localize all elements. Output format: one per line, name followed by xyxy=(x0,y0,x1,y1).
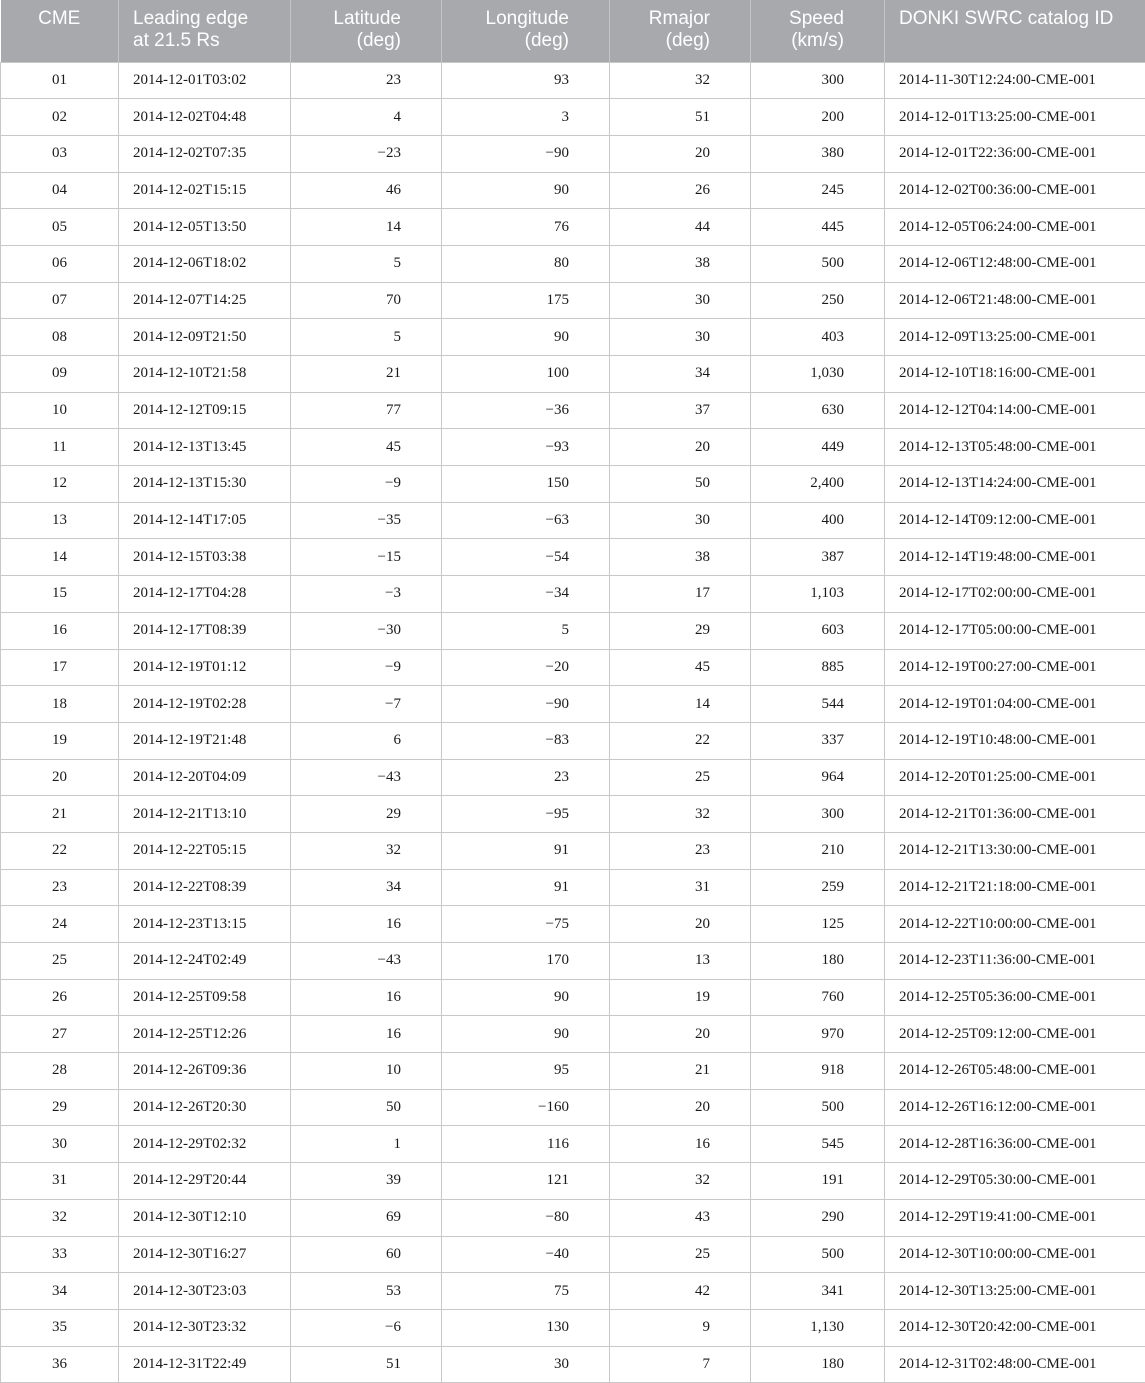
catalog-id-cell: 2014-12-09T13:25:00-CME-001 xyxy=(885,319,1145,356)
catalog-id-cell: 2014-12-13T05:48:00-CME-001 xyxy=(885,429,1145,466)
header-rmajor: Rmajor (deg) xyxy=(610,0,751,62)
table-body xyxy=(1,62,1145,1383)
cme-number-cell: 20 xyxy=(1,759,119,796)
catalog-id-cell: 2014-12-20T01:25:00-CME-001 xyxy=(885,759,1145,796)
speed-cell: 500 xyxy=(751,245,885,282)
leading-edge-cell: 2014-12-20T04:09 xyxy=(119,759,291,796)
cme-number-cell: 05 xyxy=(1,209,119,246)
cme-number-cell: 27 xyxy=(1,1016,119,1053)
longitude-cell: −34 xyxy=(442,576,610,613)
longitude-cell: −20 xyxy=(442,649,610,686)
catalog-id-cell: 2014-12-14T09:12:00-CME-001 xyxy=(885,502,1145,539)
table-row xyxy=(1,466,1145,503)
catalog-id-cell: 2014-12-29T19:41:00-CME-001 xyxy=(885,1199,1145,1236)
longitude-cell: 91 xyxy=(442,832,610,869)
rmajor-cell: 45 xyxy=(610,649,751,686)
speed-cell: 191 xyxy=(751,1163,885,1200)
rmajor-cell: 23 xyxy=(610,832,751,869)
speed-cell: 964 xyxy=(751,759,885,796)
cme-number-cell: 36 xyxy=(1,1346,119,1383)
catalog-id-cell: 2014-12-30T13:25:00-CME-001 xyxy=(885,1273,1145,1310)
cme-number-cell: 23 xyxy=(1,869,119,906)
table-row xyxy=(1,832,1145,869)
table-row xyxy=(1,1273,1145,1310)
leading-edge-cell: 2014-12-15T03:38 xyxy=(119,539,291,576)
latitude-cell: 5 xyxy=(291,245,442,282)
speed-cell: 1,030 xyxy=(751,356,885,393)
leading-edge-cell: 2014-12-13T13:45 xyxy=(119,429,291,466)
rmajor-cell: 50 xyxy=(610,466,751,503)
latitude-cell: −3 xyxy=(291,576,442,613)
cme-number-cell: 21 xyxy=(1,796,119,833)
table-row xyxy=(1,209,1145,246)
rmajor-cell: 32 xyxy=(610,62,751,99)
leading-edge-cell: 2014-12-30T23:32 xyxy=(119,1309,291,1346)
cme-number-cell: 29 xyxy=(1,1089,119,1126)
table-row xyxy=(1,1309,1145,1346)
table-row xyxy=(1,172,1145,209)
leading-edge-cell: 2014-12-17T04:28 xyxy=(119,576,291,613)
rmajor-cell: 7 xyxy=(610,1346,751,1383)
rmajor-cell: 25 xyxy=(610,759,751,796)
leading-edge-cell: 2014-12-30T23:03 xyxy=(119,1273,291,1310)
longitude-cell: 5 xyxy=(442,612,610,649)
catalog-id-cell: 2014-12-10T18:16:00-CME-001 xyxy=(885,356,1145,393)
leading-edge-cell: 2014-12-19T01:12 xyxy=(119,649,291,686)
catalog-id-cell: 2014-12-23T11:36:00-CME-001 xyxy=(885,943,1145,980)
speed-cell: 885 xyxy=(751,649,885,686)
longitude-cell: −75 xyxy=(442,906,610,943)
speed-cell: 300 xyxy=(751,796,885,833)
cme-number-cell: 08 xyxy=(1,319,119,356)
longitude-cell: −40 xyxy=(442,1236,610,1273)
leading-edge-cell: 2014-12-19T21:48 xyxy=(119,722,291,759)
speed-cell: 544 xyxy=(751,686,885,723)
latitude-cell: 77 xyxy=(291,392,442,429)
speed-cell: 500 xyxy=(751,1089,885,1126)
table-row xyxy=(1,1163,1145,1200)
longitude-cell: 116 xyxy=(442,1126,610,1163)
rmajor-cell: 38 xyxy=(610,245,751,282)
catalog-id-cell: 2014-12-25T05:36:00-CME-001 xyxy=(885,979,1145,1016)
speed-cell: 449 xyxy=(751,429,885,466)
leading-edge-cell: 2014-12-02T07:35 xyxy=(119,135,291,172)
table-header xyxy=(1,0,1145,62)
cme-number-cell: 16 xyxy=(1,612,119,649)
latitude-cell: 32 xyxy=(291,832,442,869)
table-row xyxy=(1,1089,1145,1126)
rmajor-cell: 29 xyxy=(610,612,751,649)
table-row xyxy=(1,319,1145,356)
table-row xyxy=(1,1053,1145,1090)
leading-edge-cell: 2014-12-09T21:50 xyxy=(119,319,291,356)
table-row xyxy=(1,576,1145,613)
table-row xyxy=(1,392,1145,429)
latitude-cell: 34 xyxy=(291,869,442,906)
speed-cell: 545 xyxy=(751,1126,885,1163)
longitude-cell: 23 xyxy=(442,759,610,796)
latitude-cell: 5 xyxy=(291,319,442,356)
catalog-id-cell: 2014-12-29T05:30:00-CME-001 xyxy=(885,1163,1145,1200)
longitude-cell: −160 xyxy=(442,1089,610,1126)
latitude-cell: −30 xyxy=(291,612,442,649)
header-speed: Speed (km/s) xyxy=(751,0,885,62)
rmajor-cell: 9 xyxy=(610,1309,751,1346)
header-latitude: Latitude (deg) xyxy=(291,0,442,62)
rmajor-cell: 25 xyxy=(610,1236,751,1273)
leading-edge-cell: 2014-12-23T13:15 xyxy=(119,906,291,943)
speed-cell: 500 xyxy=(751,1236,885,1273)
speed-cell: 760 xyxy=(751,979,885,1016)
table-row xyxy=(1,906,1145,943)
rmajor-cell: 20 xyxy=(610,1016,751,1053)
cme-number-cell: 26 xyxy=(1,979,119,1016)
catalog-id-cell: 2014-12-30T10:00:00-CME-001 xyxy=(885,1236,1145,1273)
speed-cell: 400 xyxy=(751,502,885,539)
rmajor-cell: 32 xyxy=(610,796,751,833)
rmajor-cell: 16 xyxy=(610,1126,751,1163)
cme-number-cell: 01 xyxy=(1,62,119,99)
table-row xyxy=(1,1346,1145,1383)
rmajor-cell: 21 xyxy=(610,1053,751,1090)
longitude-cell: −80 xyxy=(442,1199,610,1236)
rmajor-cell: 42 xyxy=(610,1273,751,1310)
cme-number-cell: 15 xyxy=(1,576,119,613)
longitude-cell: 3 xyxy=(442,99,610,136)
latitude-cell: 60 xyxy=(291,1236,442,1273)
table-row xyxy=(1,282,1145,319)
longitude-cell: 80 xyxy=(442,245,610,282)
rmajor-cell: 13 xyxy=(610,943,751,980)
cme-number-cell: 09 xyxy=(1,356,119,393)
leading-edge-cell: 2014-12-07T14:25 xyxy=(119,282,291,319)
latitude-cell: 29 xyxy=(291,796,442,833)
table-row xyxy=(1,1236,1145,1273)
catalog-id-cell: 2014-12-06T21:48:00-CME-001 xyxy=(885,282,1145,319)
rmajor-cell: 19 xyxy=(610,979,751,1016)
table-row xyxy=(1,1199,1145,1236)
table-row xyxy=(1,356,1145,393)
latitude-cell: 39 xyxy=(291,1163,442,1200)
speed-cell: 603 xyxy=(751,612,885,649)
catalog-id-cell: 2014-12-05T06:24:00-CME-001 xyxy=(885,209,1145,246)
rmajor-cell: 20 xyxy=(610,1089,751,1126)
table-row xyxy=(1,979,1145,1016)
longitude-cell: 100 xyxy=(442,356,610,393)
longitude-cell: 90 xyxy=(442,172,610,209)
cme-number-cell: 25 xyxy=(1,943,119,980)
longitude-cell: 95 xyxy=(442,1053,610,1090)
speed-cell: 245 xyxy=(751,172,885,209)
latitude-cell: 1 xyxy=(291,1126,442,1163)
table-row xyxy=(1,649,1145,686)
leading-edge-cell: 2014-12-02T15:15 xyxy=(119,172,291,209)
speed-cell: 341 xyxy=(751,1273,885,1310)
catalog-id-cell: 2014-12-01T22:36:00-CME-001 xyxy=(885,135,1145,172)
catalog-id-cell: 2014-12-31T02:48:00-CME-001 xyxy=(885,1346,1145,1383)
catalog-id-cell: 2014-12-26T05:48:00-CME-001 xyxy=(885,1053,1145,1090)
speed-cell: 970 xyxy=(751,1016,885,1053)
longitude-cell: 93 xyxy=(442,62,610,99)
leading-edge-cell: 2014-12-24T02:49 xyxy=(119,943,291,980)
leading-edge-cell: 2014-12-22T05:15 xyxy=(119,832,291,869)
catalog-id-cell: 2014-12-19T00:27:00-CME-001 xyxy=(885,649,1145,686)
catalog-id-cell: 2014-12-17T02:00:00-CME-001 xyxy=(885,576,1145,613)
cme-number-cell: 34 xyxy=(1,1273,119,1310)
catalog-id-cell: 2014-12-21T13:30:00-CME-001 xyxy=(885,832,1145,869)
latitude-cell: 4 xyxy=(291,99,442,136)
table-row xyxy=(1,796,1145,833)
rmajor-cell: 17 xyxy=(610,576,751,613)
rmajor-cell: 30 xyxy=(610,282,751,319)
catalog-id-cell: 2014-12-21T21:18:00-CME-001 xyxy=(885,869,1145,906)
longitude-cell: 91 xyxy=(442,869,610,906)
latitude-cell: 45 xyxy=(291,429,442,466)
cme-number-cell: 30 xyxy=(1,1126,119,1163)
rmajor-cell: 51 xyxy=(610,99,751,136)
catalog-id-cell: 2014-12-21T01:36:00-CME-001 xyxy=(885,796,1145,833)
rmajor-cell: 43 xyxy=(610,1199,751,1236)
table-row xyxy=(1,1126,1145,1163)
longitude-cell: 90 xyxy=(442,1016,610,1053)
leading-edge-cell: 2014-12-13T15:30 xyxy=(119,466,291,503)
rmajor-cell: 34 xyxy=(610,356,751,393)
longitude-cell: −36 xyxy=(442,392,610,429)
table-row xyxy=(1,1016,1145,1053)
longitude-cell: 130 xyxy=(442,1309,610,1346)
speed-cell: 1,130 xyxy=(751,1309,885,1346)
leading-edge-cell: 2014-12-02T04:48 xyxy=(119,99,291,136)
catalog-id-cell: 2014-12-02T00:36:00-CME-001 xyxy=(885,172,1145,209)
rmajor-cell: 20 xyxy=(610,135,751,172)
rmajor-cell: 30 xyxy=(610,319,751,356)
table-row xyxy=(1,612,1145,649)
table-row xyxy=(1,686,1145,723)
longitude-cell: 76 xyxy=(442,209,610,246)
catalog-id-cell: 2014-12-06T12:48:00-CME-001 xyxy=(885,245,1145,282)
latitude-cell: 70 xyxy=(291,282,442,319)
rmajor-cell: 32 xyxy=(610,1163,751,1200)
speed-cell: 630 xyxy=(751,392,885,429)
latitude-cell: 50 xyxy=(291,1089,442,1126)
table-row xyxy=(1,722,1145,759)
catalog-id-cell: 2014-12-13T14:24:00-CME-001 xyxy=(885,466,1145,503)
latitude-cell: 23 xyxy=(291,62,442,99)
longitude-cell: −54 xyxy=(442,539,610,576)
table-row xyxy=(1,99,1145,136)
speed-cell: 918 xyxy=(751,1053,885,1090)
speed-cell: 200 xyxy=(751,99,885,136)
rmajor-cell: 20 xyxy=(610,429,751,466)
catalog-id-cell: 2014-12-01T13:25:00-CME-001 xyxy=(885,99,1145,136)
leading-edge-cell: 2014-12-12T09:15 xyxy=(119,392,291,429)
latitude-cell: 16 xyxy=(291,979,442,1016)
catalog-id-cell: 2014-12-19T01:04:00-CME-001 xyxy=(885,686,1145,723)
leading-edge-cell: 2014-12-06T18:02 xyxy=(119,245,291,282)
cme-number-cell: 07 xyxy=(1,282,119,319)
rmajor-cell: 30 xyxy=(610,502,751,539)
latitude-cell: 16 xyxy=(291,906,442,943)
table-row xyxy=(1,869,1145,906)
speed-cell: 180 xyxy=(751,1346,885,1383)
header-row xyxy=(1,0,1145,62)
cme-number-cell: 13 xyxy=(1,502,119,539)
speed-cell: 125 xyxy=(751,906,885,943)
latitude-cell: 6 xyxy=(291,722,442,759)
leading-edge-cell: 2014-12-14T17:05 xyxy=(119,502,291,539)
longitude-cell: 90 xyxy=(442,319,610,356)
rmajor-cell: 37 xyxy=(610,392,751,429)
latitude-cell: 51 xyxy=(291,1346,442,1383)
cme-number-cell: 32 xyxy=(1,1199,119,1236)
cme-number-cell: 35 xyxy=(1,1309,119,1346)
cme-number-cell: 22 xyxy=(1,832,119,869)
cme-number-cell: 24 xyxy=(1,906,119,943)
latitude-cell: −23 xyxy=(291,135,442,172)
longitude-cell: 75 xyxy=(442,1273,610,1310)
longitude-cell: −90 xyxy=(442,135,610,172)
latitude-cell: 14 xyxy=(291,209,442,246)
latitude-cell: −9 xyxy=(291,649,442,686)
latitude-cell: 46 xyxy=(291,172,442,209)
longitude-cell: 170 xyxy=(442,943,610,980)
cme-number-cell: 31 xyxy=(1,1163,119,1200)
catalog-id-cell: 2014-11-30T12:24:00-CME-001 xyxy=(885,62,1145,99)
leading-edge-cell: 2014-12-25T12:26 xyxy=(119,1016,291,1053)
speed-cell: 259 xyxy=(751,869,885,906)
table-row xyxy=(1,245,1145,282)
cme-number-cell: 28 xyxy=(1,1053,119,1090)
leading-edge-cell: 2014-12-05T13:50 xyxy=(119,209,291,246)
leading-edge-cell: 2014-12-31T22:49 xyxy=(119,1346,291,1383)
latitude-cell: −43 xyxy=(291,943,442,980)
leading-edge-cell: 2014-12-30T16:27 xyxy=(119,1236,291,1273)
latitude-cell: 53 xyxy=(291,1273,442,1310)
speed-cell: 290 xyxy=(751,1199,885,1236)
leading-edge-cell: 2014-12-22T08:39 xyxy=(119,869,291,906)
latitude-cell: −6 xyxy=(291,1309,442,1346)
leading-edge-cell: 2014-12-26T20:30 xyxy=(119,1089,291,1126)
speed-cell: 250 xyxy=(751,282,885,319)
latitude-cell: 10 xyxy=(291,1053,442,1090)
catalog-id-cell: 2014-12-17T05:00:00-CME-001 xyxy=(885,612,1145,649)
speed-cell: 403 xyxy=(751,319,885,356)
latitude-cell: 69 xyxy=(291,1199,442,1236)
rmajor-cell: 20 xyxy=(610,906,751,943)
leading-edge-cell: 2014-12-10T21:58 xyxy=(119,356,291,393)
longitude-cell: −95 xyxy=(442,796,610,833)
catalog-id-cell: 2014-12-25T09:12:00-CME-001 xyxy=(885,1016,1145,1053)
table-row xyxy=(1,135,1145,172)
table-row xyxy=(1,429,1145,466)
cme-number-cell: 12 xyxy=(1,466,119,503)
cme-number-cell: 02 xyxy=(1,99,119,136)
catalog-id-cell: 2014-12-19T10:48:00-CME-001 xyxy=(885,722,1145,759)
longitude-cell: −93 xyxy=(442,429,610,466)
speed-cell: 337 xyxy=(751,722,885,759)
header-leading-edge: Leading edge at 21.5 Rs xyxy=(119,0,291,62)
longitude-cell: 150 xyxy=(442,466,610,503)
catalog-id-cell: 2014-12-26T16:12:00-CME-001 xyxy=(885,1089,1145,1126)
speed-cell: 387 xyxy=(751,539,885,576)
leading-edge-cell: 2014-12-21T13:10 xyxy=(119,796,291,833)
table-row xyxy=(1,62,1145,99)
leading-edge-cell: 2014-12-25T09:58 xyxy=(119,979,291,1016)
catalog-id-cell: 2014-12-28T16:36:00-CME-001 xyxy=(885,1126,1145,1163)
cme-number-cell: 18 xyxy=(1,686,119,723)
latitude-cell: −43 xyxy=(291,759,442,796)
speed-cell: 180 xyxy=(751,943,885,980)
speed-cell: 445 xyxy=(751,209,885,246)
latitude-cell: 21 xyxy=(291,356,442,393)
rmajor-cell: 31 xyxy=(610,869,751,906)
cme-number-cell: 04 xyxy=(1,172,119,209)
leading-edge-cell: 2014-12-19T02:28 xyxy=(119,686,291,723)
table-row xyxy=(1,759,1145,796)
catalog-id-cell: 2014-12-22T10:00:00-CME-001 xyxy=(885,906,1145,943)
table-row xyxy=(1,539,1145,576)
speed-cell: 1,103 xyxy=(751,576,885,613)
cme-number-cell: 17 xyxy=(1,649,119,686)
header-catalog-id: DONKI SWRC catalog ID xyxy=(885,0,1145,62)
leading-edge-cell: 2014-12-29T20:44 xyxy=(119,1163,291,1200)
table-row xyxy=(1,502,1145,539)
longitude-cell: −90 xyxy=(442,686,610,723)
leading-edge-cell: 2014-12-01T03:02 xyxy=(119,62,291,99)
cme-number-cell: 11 xyxy=(1,429,119,466)
table-row xyxy=(1,943,1145,980)
speed-cell: 300 xyxy=(751,62,885,99)
longitude-cell: −63 xyxy=(442,502,610,539)
cme-number-cell: 03 xyxy=(1,135,119,172)
rmajor-cell: 14 xyxy=(610,686,751,723)
latitude-cell: −7 xyxy=(291,686,442,723)
speed-cell: 2,400 xyxy=(751,466,885,503)
leading-edge-cell: 2014-12-17T08:39 xyxy=(119,612,291,649)
leading-edge-cell: 2014-12-26T09:36 xyxy=(119,1053,291,1090)
cme-number-cell: 19 xyxy=(1,722,119,759)
longitude-cell: 121 xyxy=(442,1163,610,1200)
cme-number-cell: 06 xyxy=(1,245,119,282)
rmajor-cell: 26 xyxy=(610,172,751,209)
speed-cell: 210 xyxy=(751,832,885,869)
longitude-cell: 175 xyxy=(442,282,610,319)
longitude-cell: 30 xyxy=(442,1346,610,1383)
latitude-cell: −35 xyxy=(291,502,442,539)
latitude-cell: −9 xyxy=(291,466,442,503)
cme-number-cell: 14 xyxy=(1,539,119,576)
leading-edge-cell: 2014-12-29T02:32 xyxy=(119,1126,291,1163)
longitude-cell: −83 xyxy=(442,722,610,759)
longitude-cell: 90 xyxy=(442,979,610,1016)
rmajor-cell: 22 xyxy=(610,722,751,759)
header-longitude: Longitude (deg) xyxy=(442,0,610,62)
cme-number-cell: 33 xyxy=(1,1236,119,1273)
leading-edge-cell: 2014-12-30T12:10 xyxy=(119,1199,291,1236)
cme-number-cell: 10 xyxy=(1,392,119,429)
rmajor-cell: 38 xyxy=(610,539,751,576)
header-cme: CME xyxy=(1,0,119,62)
speed-cell: 380 xyxy=(751,135,885,172)
rmajor-cell: 44 xyxy=(610,209,751,246)
latitude-cell: −15 xyxy=(291,539,442,576)
catalog-id-cell: 2014-12-12T04:14:00-CME-001 xyxy=(885,392,1145,429)
catalog-id-cell: 2014-12-14T19:48:00-CME-001 xyxy=(885,539,1145,576)
catalog-id-cell: 2014-12-30T20:42:00-CME-001 xyxy=(885,1309,1145,1346)
latitude-cell: 16 xyxy=(291,1016,442,1053)
